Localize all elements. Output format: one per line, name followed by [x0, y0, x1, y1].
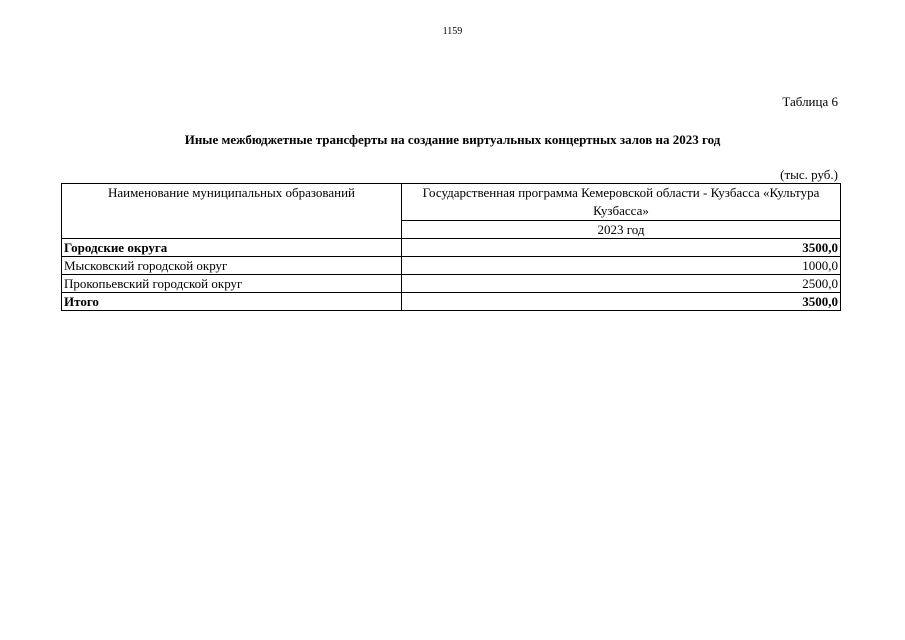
table-row — [62, 239, 841, 257]
table-label: Таблица 6 — [782, 94, 838, 109]
units-label: (тыс. руб.) — [780, 167, 838, 182]
row-value: 2500,0 — [402, 275, 841, 293]
table-header-row — [62, 184, 841, 221]
row-name: Городские округа — [62, 239, 402, 257]
table-total-row — [62, 293, 841, 311]
row-value: 1000,0 — [402, 257, 841, 275]
table-row — [62, 257, 841, 275]
table-row — [62, 275, 841, 293]
header-year: 2023 год — [402, 221, 841, 239]
row-name: Прокопьевский городской округ — [62, 275, 402, 293]
row-value: 3500,0 — [402, 239, 841, 257]
row-value: 3500,0 — [402, 293, 841, 311]
header-program: Государственная программа Кемеровской области - Кузбасса «Культура Кузбасса» — [402, 184, 841, 221]
header-municipality: Наименование муниципальных образований — [62, 184, 402, 239]
transfers-table — [61, 183, 841, 311]
page-number: 1159 — [442, 26, 463, 37]
row-name: Итого — [62, 293, 402, 311]
document-title: Иные межбюджетные трансферты на создание виртуальных концертных залов на 2023 год — [184, 132, 721, 147]
row-name: Мысковский городской округ — [62, 257, 402, 275]
